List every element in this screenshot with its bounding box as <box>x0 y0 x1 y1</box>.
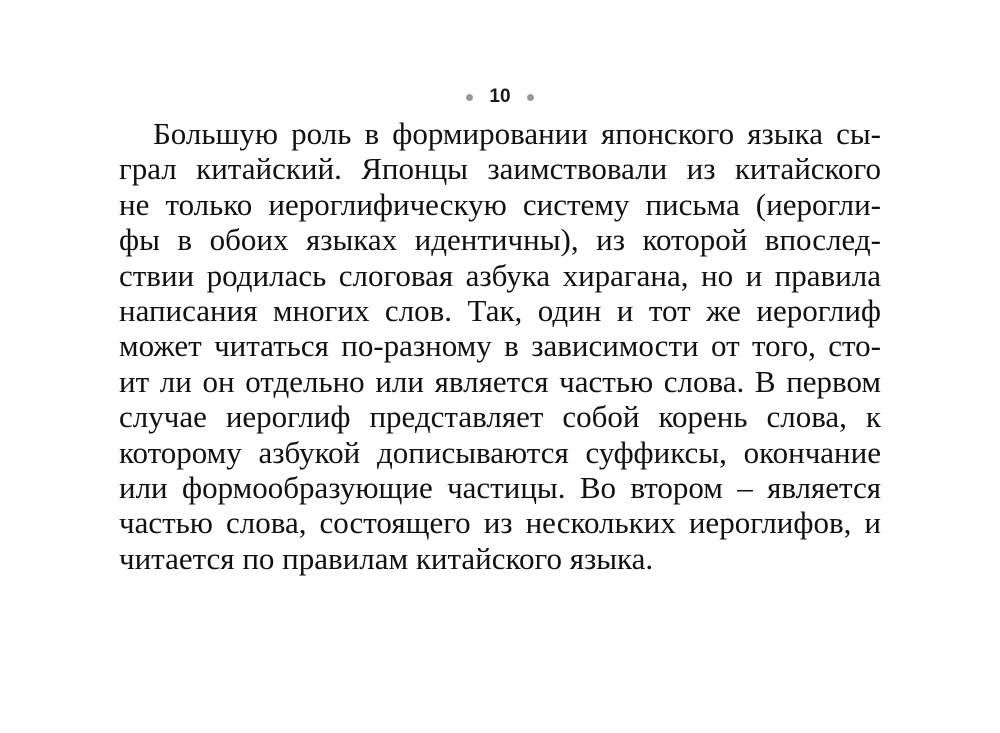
page-number: 10 <box>489 86 511 107</box>
right-dot-ornament <box>527 94 534 101</box>
paragraph-line: фы в обоих языках идентичны), из которой впослед- <box>119 222 881 258</box>
paragraph-line: грал китайский. Японцы заимствовали из китайского <box>119 151 881 187</box>
left-dot-ornament <box>466 94 473 101</box>
paragraph-line: частью слова, состоящего из нескольких иероглифов, и <box>119 505 881 541</box>
body-paragraph <box>119 116 881 576</box>
page-header <box>0 84 1000 110</box>
paragraph-line: читается по правилам китайского языка. <box>119 540 654 576</box>
paragraph-line: может читаться по-разному в зависимости от того, сто- <box>119 328 881 364</box>
paragraph-line: которому азбукой дописываются суффиксы, окончание <box>119 434 881 470</box>
paragraph-line: Большую роль в формировании японского языка сы- <box>153 116 881 151</box>
paragraph-line: не только иероглифическую систему письма (иерогли- <box>119 186 881 222</box>
paragraph-line: ит ли он отдельно или является частью слова. В первом <box>119 363 881 399</box>
paragraph-line: написания многих слов. Так, один и тот же иероглиф <box>119 292 881 328</box>
paragraph-line: или формообразующие частицы. Во втором – является <box>119 469 881 505</box>
paragraph-line: ствии родилась слоговая азбука хирагана, но и правила <box>119 257 881 293</box>
paragraph-line: случае иероглиф представляет собой корень слова, к <box>119 399 881 435</box>
